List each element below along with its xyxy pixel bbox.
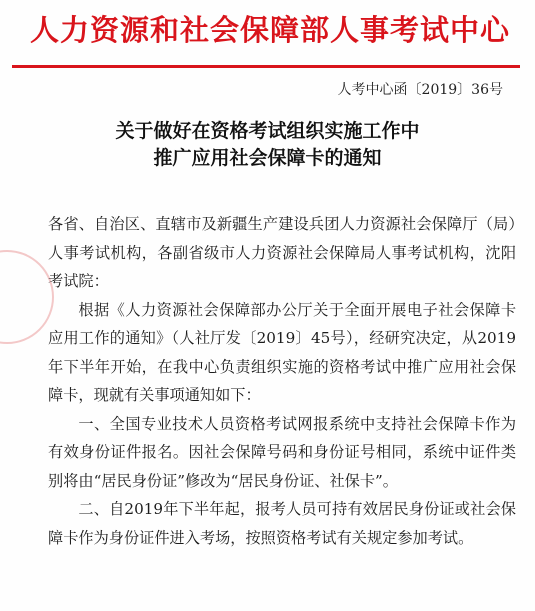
document-title-line-2: 推广应用社会保障卡的通知 [153, 147, 382, 169]
body-paragraph-2: 一、全国专业技术人员资格考试网报系统中支持社会保障卡作为有效身份证件报名。因社会保障号码和身份证号相同，系统中证件类别将由“居民身份证”修改为“居民身份证、社保卡”。 [48, 414, 516, 490]
document-body [48, 210, 516, 552]
stamp-mark [0, 250, 54, 344]
org-header-title: 人力资源和社会保障部人事考试中心 [29, 13, 510, 47]
document-title [0, 118, 535, 172]
body-paragraph-1: 根据《人力资源社会保障部办公厅关于全面开展电子社会保障卡应用工作的通知》（人社厅发〔2019〕45号），经研究决定，从2019年下半年开始，在我中心负责组织实施的资格考试中推广应用社会保障卡，现就有关事项通知如下： [48, 300, 516, 404]
document-title-line-1: 关于做好在资格考试组织实施工作中 [115, 120, 420, 142]
body-paragraph-3: 二、自2019年下半年起，报考人员可持有效居民身份证或社会保障卡作为身份证件进入考场，按照资格考试有关规定参加考试。 [48, 500, 516, 547]
header-red-rule [12, 65, 520, 68]
recipients-paragraph: 各省、自治区、直辖市及新疆生产建设兵团人力资源社会保障厅（局）人事考试机构，各副省级市人力资源社会保障局人事考试机构，沈阳考试院： [48, 215, 516, 290]
document-number: 人考中心函〔2019〕36号 [337, 82, 503, 98]
